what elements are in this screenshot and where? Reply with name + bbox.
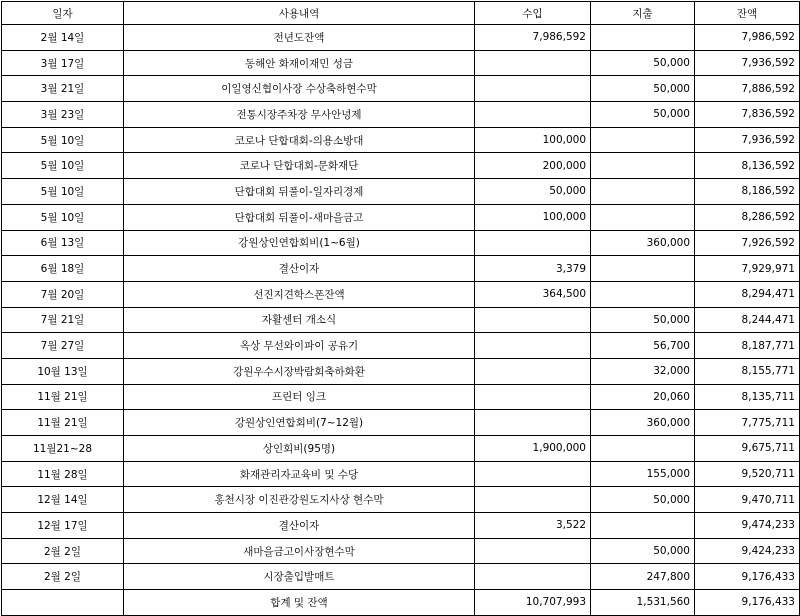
cell-description: 단합대회 뒤풀이-일자리경제 (124, 179, 475, 205)
cell-balance: 8,135,711 (695, 384, 800, 410)
cell-expense (591, 25, 695, 51)
cell-expense: 20,060 (591, 384, 695, 410)
cell-expense (591, 256, 695, 282)
cell-date: 12월 17일 (2, 513, 124, 539)
table-row (2, 410, 800, 436)
cell-description: 결산이자 (124, 256, 475, 282)
cell-balance: 8,136,592 (695, 153, 800, 179)
cell-balance: 9,176,433 (695, 564, 800, 590)
totals-income: 10,707,993 (475, 590, 591, 616)
cell-description: 화재관리자교육비 및 수당 (124, 461, 475, 487)
cell-income (475, 50, 591, 76)
table-row (2, 487, 800, 513)
header-row (2, 2, 800, 25)
cell-income: 100,000 (475, 204, 591, 230)
cell-balance: 7,926,592 (695, 230, 800, 256)
cell-balance: 8,294,471 (695, 281, 800, 307)
header-balance: 잔액 (695, 2, 800, 25)
cell-expense: 50,000 (591, 102, 695, 128)
cell-balance: 9,474,233 (695, 513, 800, 539)
ledger-table (1, 1, 800, 616)
cell-income (475, 307, 591, 333)
cell-date: 2월 2일 (2, 564, 124, 590)
table-row (2, 179, 800, 205)
cell-date: 5월 10일 (2, 127, 124, 153)
table-row (2, 127, 800, 153)
cell-description: 이일영신협이사장 수상축하현수막 (124, 76, 475, 102)
cell-expense: 360,000 (591, 230, 695, 256)
table-row (2, 333, 800, 359)
header-income: 수입 (475, 2, 591, 25)
cell-income (475, 384, 591, 410)
cell-description: 옥상 무선와이파이 공유기 (124, 333, 475, 359)
cell-balance: 7,936,592 (695, 127, 800, 153)
cell-expense (591, 179, 695, 205)
cell-expense (591, 127, 695, 153)
cell-income: 100,000 (475, 127, 591, 153)
table-row (2, 102, 800, 128)
cell-balance: 9,675,711 (695, 436, 800, 462)
table-row (2, 256, 800, 282)
cell-income: 364,500 (475, 281, 591, 307)
table-row (2, 76, 800, 102)
cell-expense (591, 513, 695, 539)
cell-date: 12월 14일 (2, 487, 124, 513)
table-row (2, 230, 800, 256)
cell-expense: 50,000 (591, 487, 695, 513)
cell-income (475, 410, 591, 436)
cell-balance: 7,936,592 (695, 50, 800, 76)
cell-description: 프린터 잉크 (124, 384, 475, 410)
cell-income (475, 538, 591, 564)
cell-date: 11월 28일 (2, 461, 124, 487)
cell-balance: 7,886,592 (695, 76, 800, 102)
cell-description: 강원상인연합회비(7~12월) (124, 410, 475, 436)
table-row (2, 307, 800, 333)
table-row (2, 25, 800, 51)
cell-balance: 9,424,233 (695, 538, 800, 564)
cell-date: 10월 13일 (2, 358, 124, 384)
cell-date: 3월 17일 (2, 50, 124, 76)
cell-income (475, 358, 591, 384)
cell-description: 동해안 화재이재민 성금 (124, 50, 475, 76)
cell-income: 200,000 (475, 153, 591, 179)
cell-expense: 56,700 (591, 333, 695, 359)
cell-expense: 50,000 (591, 307, 695, 333)
totals-row (2, 590, 800, 616)
cell-description: 코로나 단합대회-의용소방대 (124, 127, 475, 153)
cell-expense: 50,000 (591, 76, 695, 102)
cell-balance: 8,187,771 (695, 333, 800, 359)
table-row (2, 204, 800, 230)
cell-description: 자활센터 개소식 (124, 307, 475, 333)
table-row (2, 153, 800, 179)
cell-expense: 360,000 (591, 410, 695, 436)
table-row (2, 461, 800, 487)
cell-date: 6월 13일 (2, 230, 124, 256)
cell-date: 2월 2일 (2, 538, 124, 564)
cell-expense (591, 153, 695, 179)
cell-description: 상인회비(95명) (124, 436, 475, 462)
cell-balance: 7,986,592 (695, 25, 800, 51)
cell-balance: 7,929,971 (695, 256, 800, 282)
cell-income: 1,900,000 (475, 436, 591, 462)
cell-date: 11월 21일 (2, 410, 124, 436)
cell-description: 선진지견학스폰잔액 (124, 281, 475, 307)
cell-balance: 9,470,711 (695, 487, 800, 513)
cell-date: 3월 21일 (2, 76, 124, 102)
table-row (2, 436, 800, 462)
totals-label: 합계 및 잔액 (124, 590, 475, 616)
table-row (2, 384, 800, 410)
table-row (2, 538, 800, 564)
table-row (2, 358, 800, 384)
cell-description: 단합대회 뒤풀이-새마을금고 (124, 204, 475, 230)
cell-income: 50,000 (475, 179, 591, 205)
cell-income (475, 564, 591, 590)
cell-date: 7월 20일 (2, 281, 124, 307)
cell-income (475, 230, 591, 256)
totals-balance: 9,176,433 (695, 590, 800, 616)
cell-date: 5월 10일 (2, 204, 124, 230)
cell-income (475, 487, 591, 513)
cell-expense (591, 204, 695, 230)
cell-description: 전통시장주차장 무사안녕제 (124, 102, 475, 128)
cell-income: 3,379 (475, 256, 591, 282)
cell-description: 강원우수시장박람회축하화환 (124, 358, 475, 384)
cell-expense: 155,000 (591, 461, 695, 487)
cell-income (475, 333, 591, 359)
cell-description: 전년도잔액 (124, 25, 475, 51)
cell-date: 11월 21일 (2, 384, 124, 410)
cell-income: 7,986,592 (475, 25, 591, 51)
cell-expense: 50,000 (591, 50, 695, 76)
cell-expense: 50,000 (591, 538, 695, 564)
cell-expense: 247,800 (591, 564, 695, 590)
totals-expense: 1,531,560 (591, 590, 695, 616)
cell-description: 시장출입발매트 (124, 564, 475, 590)
cell-income (475, 76, 591, 102)
header-description: 사용내역 (124, 2, 475, 25)
cell-description: 홍천시장 이진관강원도지사상 현수막 (124, 487, 475, 513)
cell-balance: 7,836,592 (695, 102, 800, 128)
cell-balance: 7,775,711 (695, 410, 800, 436)
cell-income (475, 461, 591, 487)
cell-expense (591, 436, 695, 462)
cell-expense: 32,000 (591, 358, 695, 384)
cell-date: 6월 18일 (2, 256, 124, 282)
cell-date: 7월 27일 (2, 333, 124, 359)
ledger-body (2, 25, 800, 590)
cell-balance: 8,244,471 (695, 307, 800, 333)
cell-description: 새마을금고이사장현수막 (124, 538, 475, 564)
cell-balance: 8,155,771 (695, 358, 800, 384)
cell-balance: 8,186,592 (695, 179, 800, 205)
cell-description: 코로나 단합대회-문화재단 (124, 153, 475, 179)
cell-date: 11월21~28 (2, 436, 124, 462)
cell-income (475, 102, 591, 128)
table-row (2, 513, 800, 539)
cell-balance: 9,520,711 (695, 461, 800, 487)
cell-description: 결산이자 (124, 513, 475, 539)
header-date: 일자 (2, 2, 124, 25)
cell-date: 5월 10일 (2, 179, 124, 205)
totals-empty-cell (2, 590, 124, 616)
cell-expense (591, 281, 695, 307)
cell-date: 5월 10일 (2, 153, 124, 179)
table-row (2, 50, 800, 76)
table-row (2, 281, 800, 307)
cell-income: 3,522 (475, 513, 591, 539)
cell-balance: 8,286,592 (695, 204, 800, 230)
table-row (2, 564, 800, 590)
cell-date: 2월 14일 (2, 25, 124, 51)
header-expense: 지출 (591, 2, 695, 25)
cell-date: 7월 21일 (2, 307, 124, 333)
cell-description: 강원상인연합회비(1~6월) (124, 230, 475, 256)
cell-date: 3월 23일 (2, 102, 124, 128)
